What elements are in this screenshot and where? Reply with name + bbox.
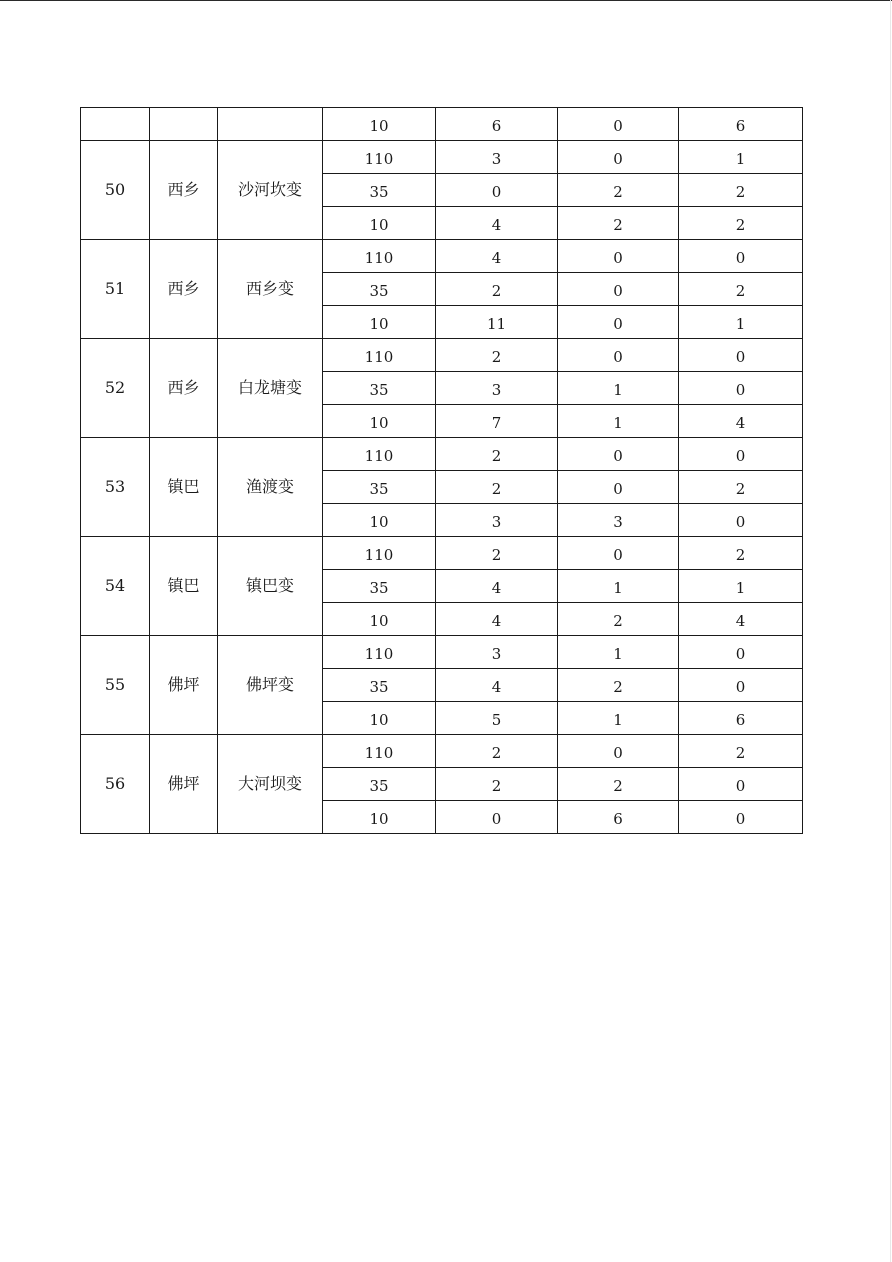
table-row: [81, 438, 803, 471]
cell-value-c: 2: [679, 273, 803, 306]
table-row: [81, 240, 803, 273]
cell-value-c: 0: [679, 372, 803, 405]
cell-value-a: 3: [436, 141, 558, 174]
cell-station-continuation: [218, 108, 323, 141]
cell-value-b: 2: [558, 603, 679, 636]
substation-data-table: [80, 107, 803, 834]
cell-value-c: 2: [679, 207, 803, 240]
page-right-edge: [890, 0, 891, 1262]
cell-voltage: 35: [323, 471, 436, 504]
cell-value-c: 2: [679, 471, 803, 504]
cell-county: 西乡: [150, 240, 218, 339]
page-top-border: [0, 0, 892, 1]
cell-value-c: 0: [679, 669, 803, 702]
cell-station: 镇巴变: [218, 537, 323, 636]
table-body: [81, 108, 803, 834]
cell-value-a: 7: [436, 405, 558, 438]
cell-voltage: 110: [323, 537, 436, 570]
cell-voltage: 10: [323, 603, 436, 636]
cell-value-b: 0: [558, 471, 679, 504]
cell-value-c: 0: [679, 339, 803, 372]
cell-value-c: 6: [679, 108, 803, 141]
cell-value-a: 11: [436, 306, 558, 339]
cell-value-b: 3: [558, 504, 679, 537]
cell-voltage: 35: [323, 570, 436, 603]
cell-county: 佛坪: [150, 636, 218, 735]
cell-station: 大河坝变: [218, 735, 323, 834]
cell-value-c: 1: [679, 306, 803, 339]
cell-value-b: 0: [558, 339, 679, 372]
cell-value-a: 4: [436, 570, 558, 603]
cell-value-c: 2: [679, 735, 803, 768]
cell-value-a: 4: [436, 207, 558, 240]
cell-county: 镇巴: [150, 438, 218, 537]
cell-value-a: 4: [436, 669, 558, 702]
cell-value-c: 4: [679, 603, 803, 636]
cell-no: 50: [81, 141, 150, 240]
cell-value-c: 0: [679, 768, 803, 801]
cell-value-b: 0: [558, 537, 679, 570]
table-row: [81, 537, 803, 570]
cell-voltage: 110: [323, 735, 436, 768]
cell-voltage: 10: [323, 801, 436, 834]
cell-value-b: 1: [558, 372, 679, 405]
cell-voltage: 110: [323, 438, 436, 471]
cell-voltage: 10: [323, 306, 436, 339]
cell-county-continuation: [150, 108, 218, 141]
cell-voltage: 35: [323, 273, 436, 306]
cell-county: 佛坪: [150, 735, 218, 834]
cell-station: 沙河坎变: [218, 141, 323, 240]
cell-station: 渔渡变: [218, 438, 323, 537]
cell-voltage: 110: [323, 240, 436, 273]
cell-value-a: 4: [436, 603, 558, 636]
cell-voltage: 35: [323, 669, 436, 702]
cell-value-b: 0: [558, 108, 679, 141]
cell-value-b: 2: [558, 207, 679, 240]
cell-value-b: 0: [558, 306, 679, 339]
cell-county: 西乡: [150, 339, 218, 438]
cell-value-a: 5: [436, 702, 558, 735]
table-row: [81, 339, 803, 372]
cell-voltage: 10: [323, 702, 436, 735]
cell-value-a: 2: [436, 339, 558, 372]
cell-value-b: 0: [558, 273, 679, 306]
cell-voltage: 110: [323, 636, 436, 669]
cell-voltage: 35: [323, 768, 436, 801]
cell-value-b: 1: [558, 636, 679, 669]
cell-value-a: 2: [436, 735, 558, 768]
cell-voltage: 10: [323, 405, 436, 438]
table-row: [81, 735, 803, 768]
cell-value-b: 1: [558, 570, 679, 603]
cell-value-c: 0: [679, 801, 803, 834]
cell-value-a: 6: [436, 108, 558, 141]
cell-value-c: 6: [679, 702, 803, 735]
cell-no: 54: [81, 537, 150, 636]
cell-value-a: 3: [436, 372, 558, 405]
cell-value-a: 2: [436, 438, 558, 471]
cell-value-b: 0: [558, 240, 679, 273]
cell-county: 镇巴: [150, 537, 218, 636]
table-row-continuation: [81, 108, 803, 141]
cell-value-c: 2: [679, 174, 803, 207]
cell-no-continuation: [81, 108, 150, 141]
cell-value-c: 0: [679, 636, 803, 669]
cell-value-c: 0: [679, 504, 803, 537]
cell-county: 西乡: [150, 141, 218, 240]
cell-station: 白龙塘变: [218, 339, 323, 438]
cell-value-a: 2: [436, 768, 558, 801]
cell-station: 西乡变: [218, 240, 323, 339]
cell-voltage: 10: [323, 504, 436, 537]
cell-value-b: 2: [558, 174, 679, 207]
cell-value-a: 4: [436, 240, 558, 273]
cell-value-c: 1: [679, 570, 803, 603]
cell-value-b: 1: [558, 702, 679, 735]
cell-voltage: 35: [323, 372, 436, 405]
cell-voltage: 110: [323, 339, 436, 372]
table-row: [81, 141, 803, 174]
cell-no: 51: [81, 240, 150, 339]
cell-value-b: 1: [558, 405, 679, 438]
cell-no: 55: [81, 636, 150, 735]
cell-no: 52: [81, 339, 150, 438]
cell-value-b: 2: [558, 768, 679, 801]
cell-value-b: 0: [558, 735, 679, 768]
cell-value-a: 2: [436, 273, 558, 306]
cell-value-c: 0: [679, 438, 803, 471]
cell-value-a: 2: [436, 471, 558, 504]
cell-value-b: 0: [558, 438, 679, 471]
cell-value-c: 2: [679, 537, 803, 570]
cell-no: 56: [81, 735, 150, 834]
cell-value-c: 0: [679, 240, 803, 273]
cell-value-a: 0: [436, 801, 558, 834]
cell-value-a: 3: [436, 636, 558, 669]
cell-voltage: 110: [323, 141, 436, 174]
cell-value-a: 2: [436, 537, 558, 570]
cell-value-a: 3: [436, 504, 558, 537]
cell-value-a: 0: [436, 174, 558, 207]
cell-station: 佛坪变: [218, 636, 323, 735]
cell-value-c: 4: [679, 405, 803, 438]
cell-value-b: 0: [558, 141, 679, 174]
cell-voltage: 10: [323, 207, 436, 240]
cell-value-c: 1: [679, 141, 803, 174]
cell-value-b: 6: [558, 801, 679, 834]
table-row: [81, 636, 803, 669]
cell-no: 53: [81, 438, 150, 537]
cell-voltage: 10: [323, 108, 436, 141]
cell-value-b: 2: [558, 669, 679, 702]
cell-voltage: 35: [323, 174, 436, 207]
